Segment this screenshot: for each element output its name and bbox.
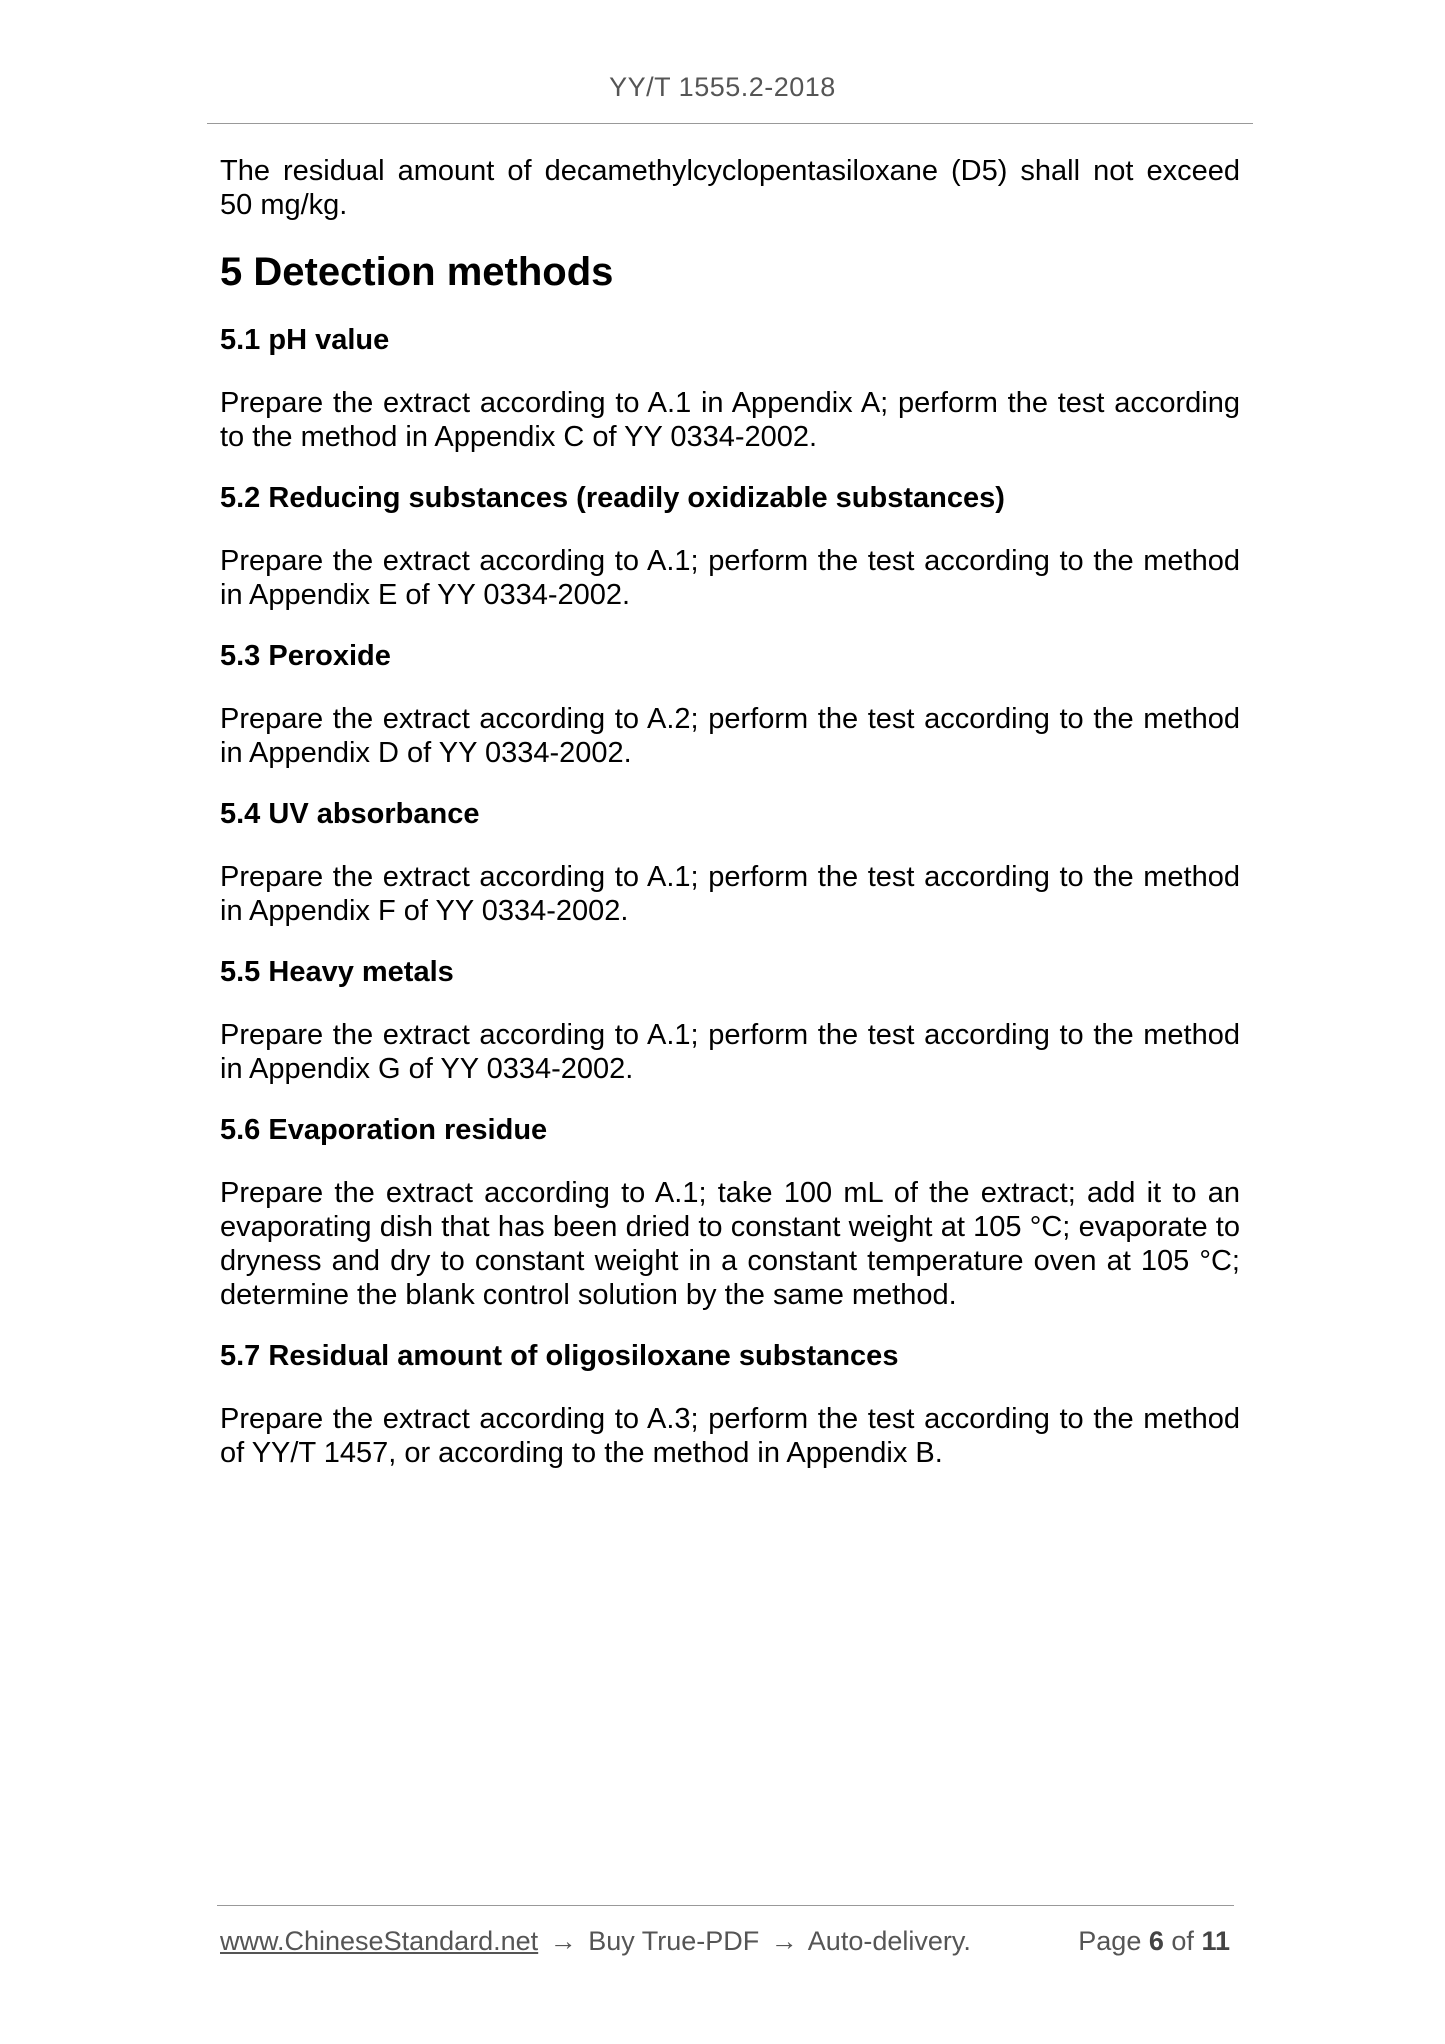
subsection-text-5-7: Prepare the extract according to A.3; perform the test according to the method of YY/T 1457, or according to the method in Appendix B. [220,1403,1240,1469]
subsection-text-5-1: Prepare the extract according to A.1 in Appendix A; perform the test according to the method in Appendix C of YY 0334-2002. [220,387,1240,453]
current-page-number: 6 [1148,1926,1164,1956]
total-pages-number: 11 [1201,1926,1230,1956]
of-label: of [1171,1926,1194,1956]
section-title: 5 Detection methods [220,250,614,294]
website-link[interactable]: www.ChineseStandard.net [220,1926,539,1956]
arrow-right-icon: → [770,1926,798,1956]
subsection-heading-5-1: 5.1 pH value [220,324,390,356]
buy-true-pdf-text: Buy True-PDF [588,1926,760,1956]
header-divider [207,123,1253,124]
subsection-heading-5-6: 5.6 Evaporation residue [220,1114,548,1146]
subsection-heading-5-4: 5.4 UV absorbance [220,798,480,830]
page-label: Page [1078,1926,1142,1956]
subsection-text-5-3: Prepare the extract according to A.2; perform the test according to the method in Appendix D of YY 0334-2002. [220,703,1240,769]
page-content [220,154,1240,1497]
subsection-heading-5-7: 5.7 Residual amount of oligosiloxane substances [220,1340,899,1372]
document-header-id: YY/T 1555.2-2018 [609,72,836,102]
subsection-heading-5-3: 5.3 Peroxide [220,640,391,672]
auto-delivery-text: Auto-delivery. [807,1926,971,1956]
subsection-heading-5-2: 5.2 Reducing substances (readily oxidizable substances) [220,482,1005,514]
subsection-heading-5-5: 5.5 Heavy metals [220,956,454,988]
page-indicator [1078,1926,1230,1957]
footer-promo [220,1926,971,1957]
intro-paragraph: The residual amount of decamethylcyclopentasiloxane (D5) shall not exceed 50 mg/kg. [220,155,1240,221]
footer-divider [217,1905,1234,1906]
arrow-right-icon: → [549,1926,577,1956]
subsection-text-5-5: Prepare the extract according to A.1; perform the test according to the method in Appendix G of YY 0334-2002. [220,1019,1240,1085]
subsection-text-5-6: Prepare the extract according to A.1; take 100 mL of the extract; add it to an evaporating dish that has been dried to constant weight at 105 °C; evaporate to dryness and dry to constant weight in a constant temperature oven at 105 °C; determine the blank control solution by the same method. [220,1177,1240,1311]
subsection-text-5-2: Prepare the extract according to A.1; perform the test according to the method in Appendix E of YY 0334-2002. [220,545,1240,611]
subsection-text-5-4: Prepare the extract according to A.1; perform the test according to the method in Appendix F of YY 0334-2002. [220,861,1240,927]
